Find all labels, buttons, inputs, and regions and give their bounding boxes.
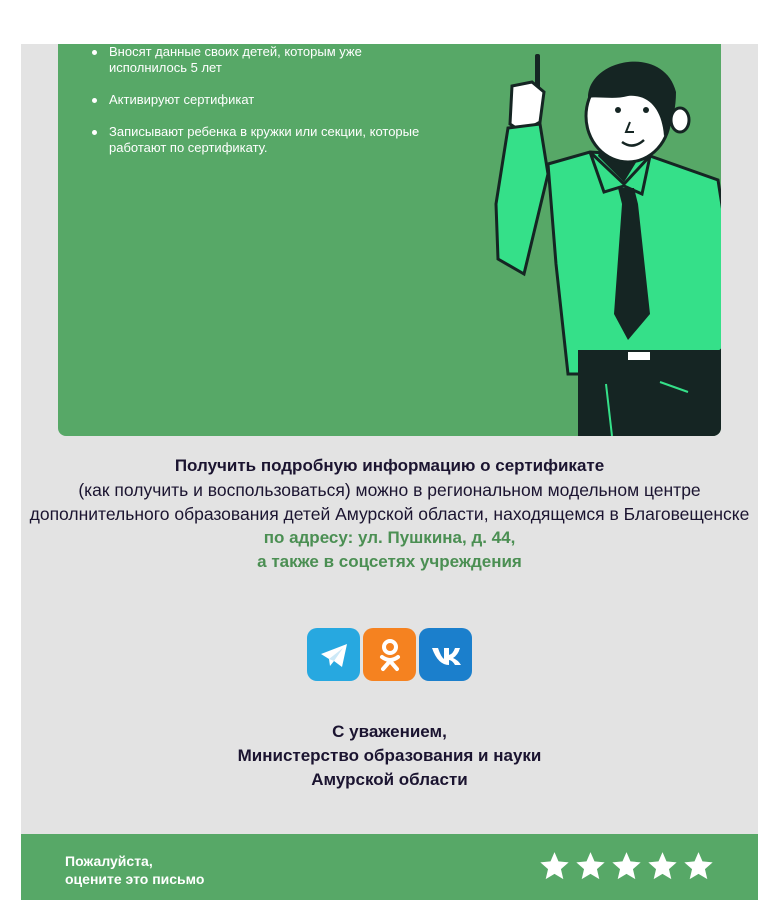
star-icon[interactable] (682, 850, 715, 883)
telegram-button[interactable] (307, 628, 360, 681)
steps-list (92, 44, 432, 172)
star-icon[interactable] (610, 850, 643, 883)
social-note: а также в соцсетях учреждения (257, 552, 522, 571)
man-illustration (428, 44, 721, 436)
list-item: Вносят данные своих детей, которым уже исполнилось 5 лет (92, 44, 432, 76)
signature-line: С уважением, (332, 722, 447, 741)
star-rating (538, 850, 715, 883)
rating-footer (21, 834, 758, 900)
star-icon[interactable] (538, 850, 571, 883)
address-line: по адресу: ул. Пушкина, д. 44, (263, 528, 516, 547)
email-body (21, 44, 758, 900)
signature-line: Амурской области (311, 770, 468, 789)
star-icon[interactable] (646, 850, 679, 883)
info-block (21, 454, 758, 574)
signature (21, 720, 758, 792)
star-icon[interactable] (574, 850, 607, 883)
odnoklassniki-icon (372, 637, 408, 673)
info-title: Получить подробную информацию о сертификате (174, 456, 605, 475)
info-body: (как получить и воспользоваться) можно в региональном модельном центре дополнительного образования детей Амурской области, находящемся в Благовещенске (29, 480, 750, 524)
rate-prompt-line: Пожалуйста, (65, 853, 153, 869)
list-item: Записывают ребенка в кружки или секции, которые работают по сертификату. (92, 124, 432, 156)
vk-button[interactable] (419, 628, 472, 681)
telegram-icon (316, 637, 352, 673)
list-item: Активируют сертификат (92, 92, 432, 108)
hero-banner (58, 44, 721, 436)
rate-prompt-line: оцените это письмо (65, 871, 205, 887)
signature-line: Министерство образования и науки (237, 746, 542, 765)
social-links (307, 628, 472, 681)
rate-prompt (65, 852, 204, 888)
vk-icon (428, 637, 464, 673)
odnoklassniki-button[interactable] (363, 628, 416, 681)
